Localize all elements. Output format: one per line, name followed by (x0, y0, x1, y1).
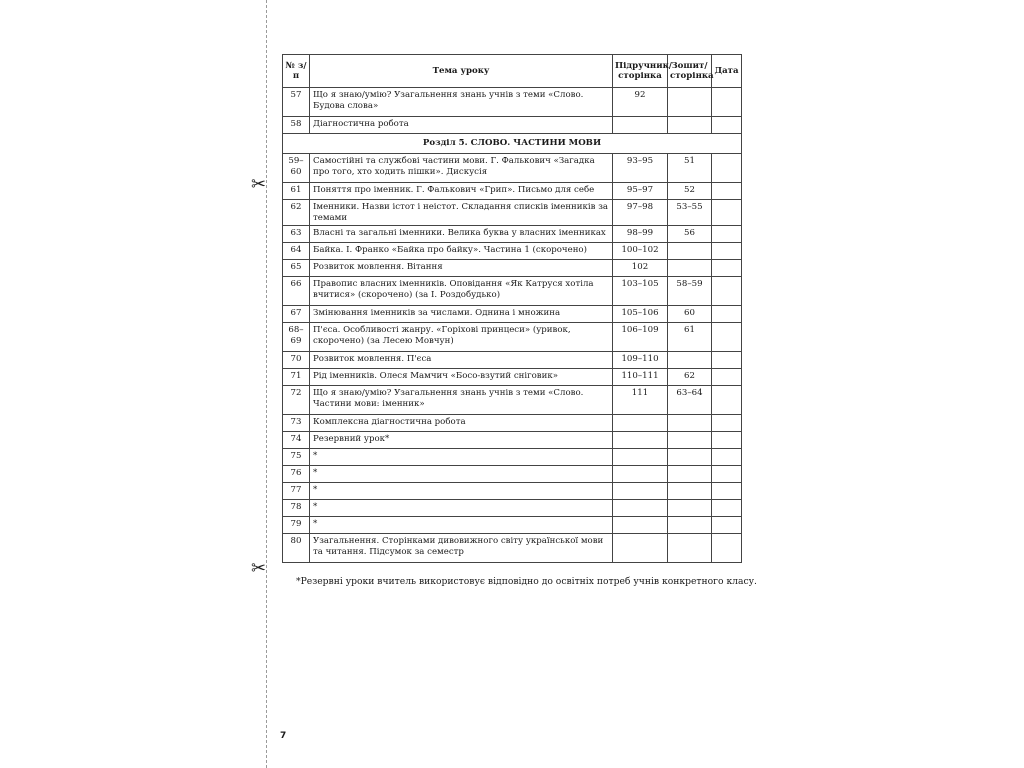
row-textbook: 103–105 (613, 277, 668, 306)
cut-line (266, 0, 267, 768)
row-date (712, 306, 742, 323)
row-textbook: 93–95 (613, 154, 668, 183)
row-date (712, 200, 742, 226)
row-textbook: 106–109 (613, 323, 668, 352)
row-date (712, 449, 742, 466)
header-topic: Тема уроку (310, 55, 613, 88)
table-row (283, 500, 742, 517)
row-num: 76 (283, 466, 310, 483)
header-notebook: Зошит/ сторінка (668, 55, 712, 88)
row-date (712, 226, 742, 243)
row-topic: * (310, 466, 613, 483)
table-row (283, 183, 742, 200)
row-textbook: 105–106 (613, 306, 668, 323)
row-textbook: 100–102 (613, 243, 668, 260)
row-notebook (668, 88, 712, 117)
row-notebook: 51 (668, 154, 712, 183)
row-textbook (613, 415, 668, 432)
row-notebook (668, 352, 712, 369)
row-textbook (613, 483, 668, 500)
row-notebook (668, 517, 712, 534)
row-num: 64 (283, 243, 310, 260)
row-textbook: 95–97 (613, 183, 668, 200)
scissors-icon: ✂ (251, 558, 267, 579)
table-row (283, 243, 742, 260)
table-row (283, 369, 742, 386)
row-notebook (668, 260, 712, 277)
row-notebook: 62 (668, 369, 712, 386)
row-topic: Самостійні та службові частини мови. Г. Фалькович «Загадка про того, хто ходить пішки». Дискусія (310, 154, 613, 183)
row-num: 80 (283, 534, 310, 563)
row-notebook: 53–55 (668, 200, 712, 226)
table-row (283, 386, 742, 415)
row-num: 66 (283, 277, 310, 306)
table-row (283, 277, 742, 306)
header-num: № з/п (283, 55, 310, 88)
row-topic: Правопис власних іменників. Оповідання «Як Катруся хотіла вчитися» (скорочено) (за І. Роздобудько) (310, 277, 613, 306)
row-date (712, 154, 742, 183)
row-date (712, 323, 742, 352)
row-notebook (668, 415, 712, 432)
table-row (283, 306, 742, 323)
row-notebook (668, 449, 712, 466)
row-notebook (668, 432, 712, 449)
row-notebook: 52 (668, 183, 712, 200)
header-date: Дата (712, 55, 742, 88)
row-textbook (613, 534, 668, 563)
table-row (283, 432, 742, 449)
row-textbook: 102 (613, 260, 668, 277)
table-row (283, 466, 742, 483)
row-num: 73 (283, 415, 310, 432)
table-row (283, 352, 742, 369)
row-textbook: 97–98 (613, 200, 668, 226)
row-date (712, 534, 742, 563)
row-num: 63 (283, 226, 310, 243)
row-topic: Узагальнення. Сторінками дивовижного світу української мови та читання. Підсумок за семестр (310, 534, 613, 563)
table-row (283, 534, 742, 563)
lesson-plan-table (282, 54, 742, 563)
row-num: 74 (283, 432, 310, 449)
row-topic: Поняття про іменник. Г. Фалькович «Грип». Письмо для себе (310, 183, 613, 200)
row-num: 77 (283, 483, 310, 500)
row-date (712, 432, 742, 449)
table-row (283, 117, 742, 134)
row-notebook: 63–64 (668, 386, 712, 415)
row-topic: * (310, 483, 613, 500)
row-topic: * (310, 449, 613, 466)
row-date (712, 466, 742, 483)
row-topic: Що я знаю/умію? Узагальнення знань учнів з теми «Слово. Будова слова» (310, 88, 613, 117)
row-date (712, 183, 742, 200)
row-num: 68–69 (283, 323, 310, 352)
row-topic: П'єса. Особливості жанру. «Горіхові принцеси» (уривок, скорочено) (за Лесею Мовчун) (310, 323, 613, 352)
table-row (283, 88, 742, 117)
row-date (712, 117, 742, 134)
section-title: Розділ 5. СЛОВО. ЧАСТИНИ МОВИ (283, 134, 742, 154)
row-topic: * (310, 517, 613, 534)
row-date (712, 243, 742, 260)
row-textbook (613, 117, 668, 134)
row-textbook: 92 (613, 88, 668, 117)
table-row (283, 200, 742, 226)
scissors-icon: ✂ (251, 174, 267, 195)
row-date (712, 369, 742, 386)
row-date (712, 260, 742, 277)
page-number: 7 (280, 731, 287, 741)
row-notebook (668, 466, 712, 483)
row-textbook (613, 432, 668, 449)
row-topic: Комплексна діагностична робота (310, 415, 613, 432)
table-header-row (283, 55, 742, 88)
row-textbook: 110–111 (613, 369, 668, 386)
row-textbook: 98–99 (613, 226, 668, 243)
row-date (712, 277, 742, 306)
row-notebook: 61 (668, 323, 712, 352)
row-topic: Змінювання іменників за числами. Однина і множина (310, 306, 613, 323)
footnote: *Резервні уроки вчитель використовує відповідно до освітніх потреб учнів конкретного класу. (296, 576, 757, 587)
row-num: 65 (283, 260, 310, 277)
table-row (283, 517, 742, 534)
table-row (283, 154, 742, 183)
row-topic: Байка. І. Франко «Байка про байку». Частина 1 (скорочено) (310, 243, 613, 260)
row-date (712, 352, 742, 369)
row-textbook (613, 517, 668, 534)
row-date (712, 517, 742, 534)
row-textbook: 109–110 (613, 352, 668, 369)
row-notebook (668, 117, 712, 134)
row-date (712, 415, 742, 432)
row-textbook (613, 466, 668, 483)
row-num: 75 (283, 449, 310, 466)
row-num: 72 (283, 386, 310, 415)
row-topic: Рід іменників. Олеся Мамчич «Босо-взутий сніговик» (310, 369, 613, 386)
row-notebook (668, 243, 712, 260)
row-num: 78 (283, 500, 310, 517)
row-topic: Резервний урок* (310, 432, 613, 449)
table-row (283, 483, 742, 500)
row-date (712, 386, 742, 415)
table-row (283, 226, 742, 243)
table-row (283, 415, 742, 432)
row-notebook (668, 500, 712, 517)
row-topic: * (310, 500, 613, 517)
row-topic: Іменники. Назви істот і неістот. Складання списків іменників за темами (310, 200, 613, 226)
row-notebook (668, 483, 712, 500)
row-notebook: 56 (668, 226, 712, 243)
row-textbook (613, 449, 668, 466)
row-date (712, 88, 742, 117)
row-notebook (668, 534, 712, 563)
section-row (283, 134, 742, 154)
row-num: 62 (283, 200, 310, 226)
row-num: 57 (283, 88, 310, 117)
row-num: 61 (283, 183, 310, 200)
header-textbook: Підручник/ сторінка (613, 55, 668, 88)
table-row (283, 323, 742, 352)
row-topic: Розвиток мовлення. Вітання (310, 260, 613, 277)
table-row (283, 449, 742, 466)
row-num: 59–60 (283, 154, 310, 183)
row-textbook (613, 500, 668, 517)
row-num: 71 (283, 369, 310, 386)
table-row (283, 260, 742, 277)
row-textbook: 111 (613, 386, 668, 415)
row-topic: Власні та загальні іменники. Велика буква у власних іменниках (310, 226, 613, 243)
row-num: 70 (283, 352, 310, 369)
row-topic: Діагностична робота (310, 117, 613, 134)
row-topic: Що я знаю/умію? Узагальнення знань учнів з теми «Слово. Частини мови: іменник» (310, 386, 613, 415)
row-date (712, 483, 742, 500)
row-date (712, 500, 742, 517)
row-num: 79 (283, 517, 310, 534)
row-num: 58 (283, 117, 310, 134)
row-notebook: 58–59 (668, 277, 712, 306)
row-topic: Розвиток мовлення. П'єса (310, 352, 613, 369)
row-num: 67 (283, 306, 310, 323)
row-notebook: 60 (668, 306, 712, 323)
